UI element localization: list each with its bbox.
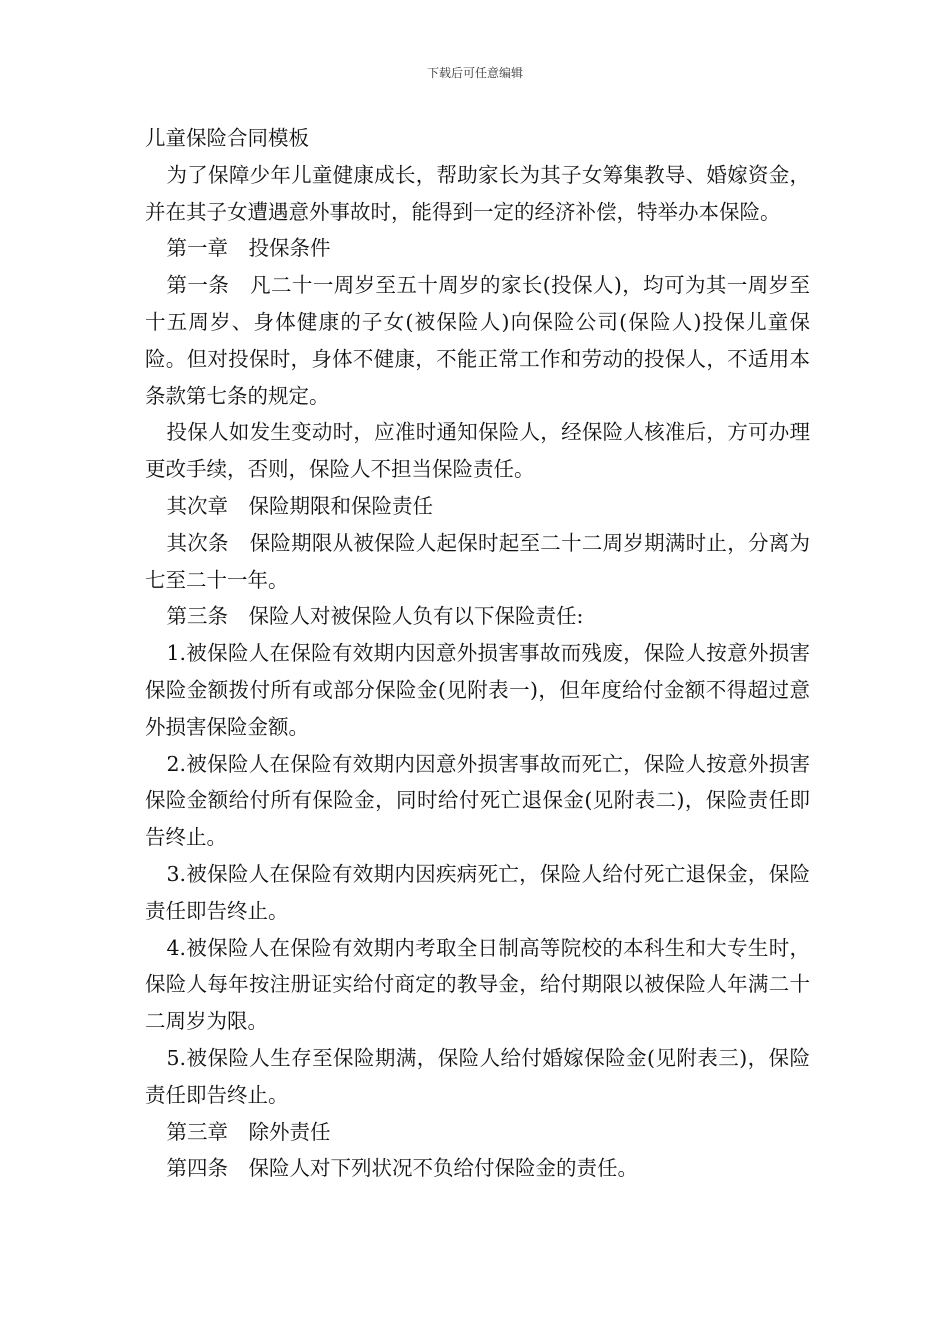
article-4: 第四条 保险人对下列状况不负给付保险金的责任。 bbox=[166, 1156, 639, 1181]
paragraph-intro: 为了保障少年儿童健康成长，帮助家长为其子女筹集教导、婚嫁资金，并在其子女遭遇意外事故时，能得到一定的经济补偿，特举办本保险。 bbox=[145, 162, 810, 224]
chapter-heading-1: 第一章 投保条件 bbox=[166, 236, 331, 261]
article-3: 第三条 保险人对被保险人负有以下保险责任: bbox=[166, 604, 584, 629]
list-item-3: 3.被保险人在保险有效期内因疾病死亡，保险人给付死亡退保金，保险责任即告终止。 bbox=[145, 861, 810, 923]
document-body bbox=[145, 120, 810, 1187]
list-item-5: 5.被保险人生存至保险期满，保险人给付婚嫁保险金(见附表三)，保险责任即告终止。 bbox=[145, 1045, 810, 1107]
list-item-1: 1.被保险人在保险有效期内因意外损害事故而残废，保险人按意外损害保险金额拨付所有或部分保险金(见附表一)，但年度给付金额不得超过意外损害保险金额。 bbox=[145, 641, 810, 739]
chapter-heading-3: 第三章 除外责任 bbox=[166, 1119, 331, 1144]
document-title: 儿童保险合同模板 bbox=[145, 126, 309, 150]
paragraph-change-notice: 投保人如发生变动时，应准时通知保险人，经保险人核准后，方可办理更改手续，否则，保险人不担当保险责任。 bbox=[145, 420, 810, 482]
page-header-note: 下载后可任意编辑 bbox=[426, 66, 523, 80]
chapter-heading-2: 其次章 保险期限和保险责任 bbox=[166, 493, 434, 518]
article-1: 第一条 凡二十一周岁至五十周岁的家长(投保人)，均可为其一周岁至十五周岁、身体健康的子女(被保险人)向保险公司(保险人)投保儿童保险。但对投保时，身体不健康，不能正常工作和劳动的投保人，不适用本条款第七条的规定。 bbox=[145, 273, 810, 408]
list-item-2: 2.被保险人在保险有效期内因意外损害事故而死亡，保险人按意外损害保险金额给付所有保险金，同时给付死亡退保金(见附表二)，保险责任即告终止。 bbox=[145, 751, 810, 850]
list-item-4: 4.被保险人在保险有效期内考取全日制高等院校的本科生和大专生时，保险人每年按注册证实给付商定的教导金，给付期限以被保险人年满二十二周岁为限。 bbox=[145, 935, 810, 1034]
article-2: 其次条 保险期限从被保险人起保时起至二十二周岁期满时止，分离为七至二十一年。 bbox=[145, 530, 810, 592]
